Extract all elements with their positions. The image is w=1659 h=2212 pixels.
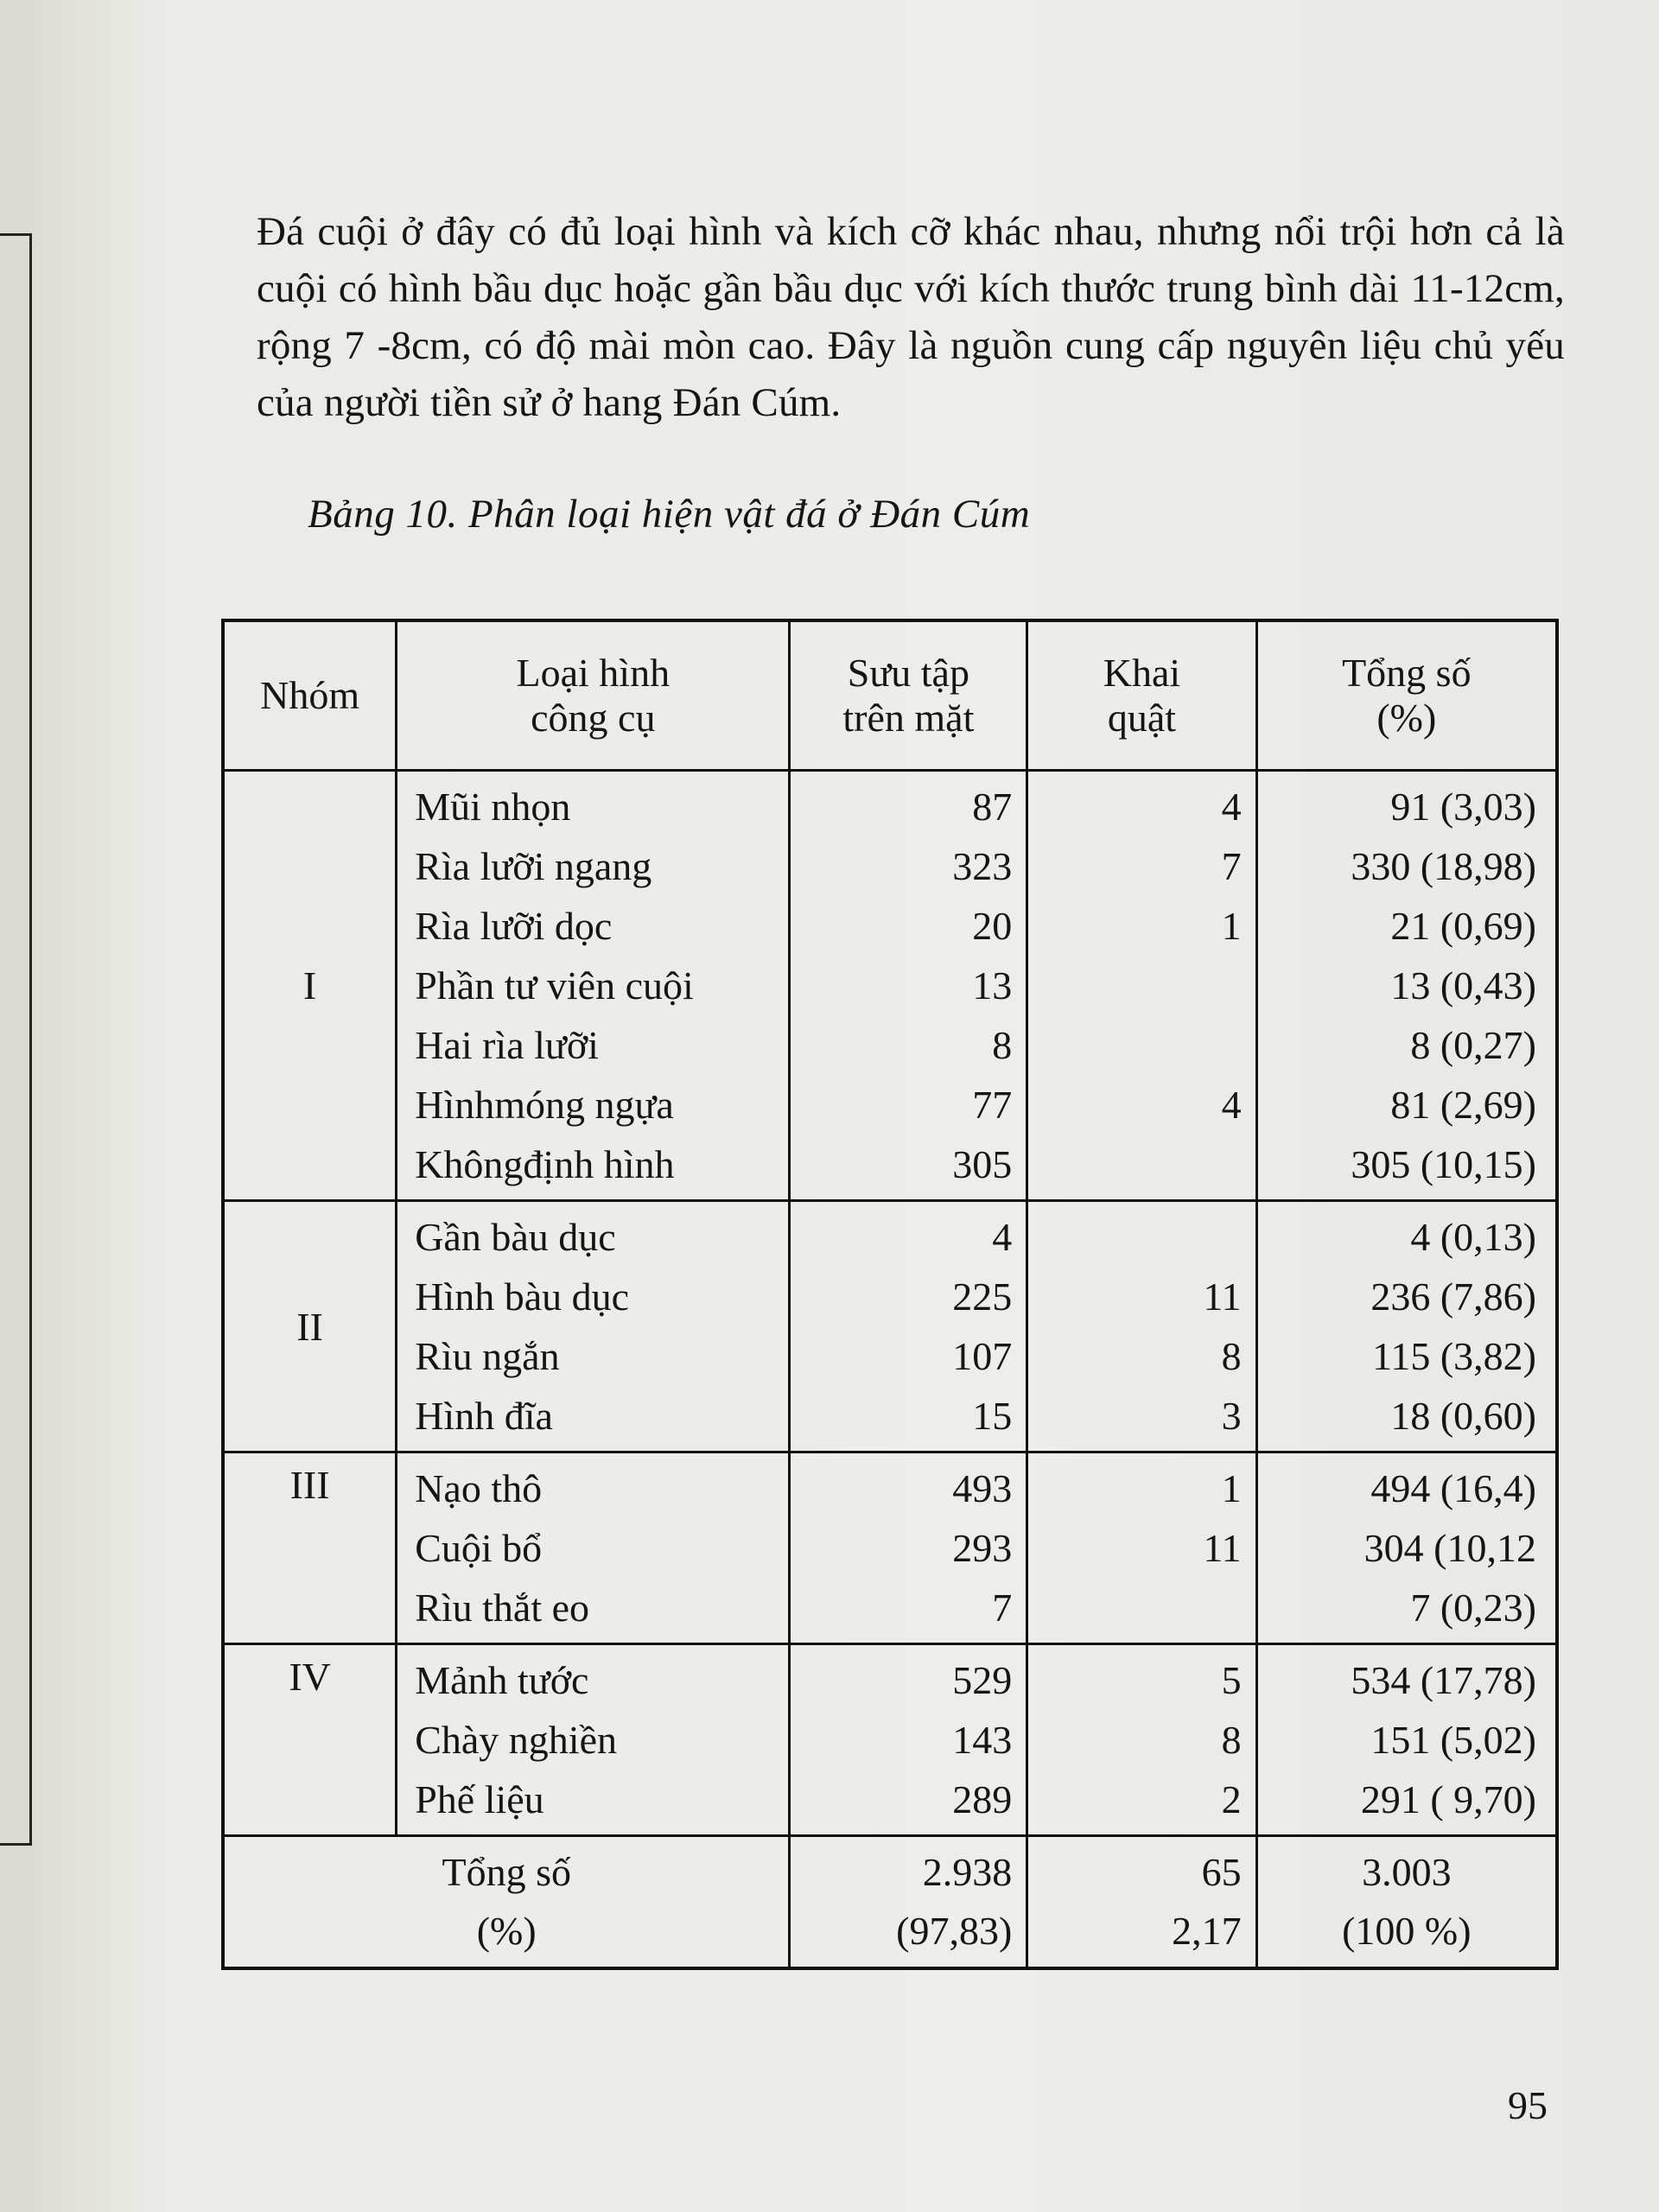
tool-type: Hìnhmóng ngựa (415, 1083, 674, 1127)
table-footer-totals (223, 1836, 1557, 1969)
total-value: 7 (0,23) (1410, 1586, 1536, 1630)
surface-count-list (791, 1202, 1026, 1451)
tool-type: Chày nghiền (415, 1718, 617, 1762)
surface-count-list (791, 772, 1026, 1199)
surface-count: 305 (952, 1142, 1013, 1186)
excavation-count: 5 (1221, 1658, 1242, 1702)
total-value: 18 (0,60) (1390, 1394, 1536, 1438)
tool-type: Gần bàu dục (415, 1215, 616, 1259)
excavation-count: 4 (1221, 785, 1242, 829)
tool-type: Khôngđịnh hình (415, 1142, 675, 1186)
total-value: 494 (16,4) (1370, 1466, 1536, 1510)
total-value: 8 (0,27) (1410, 1023, 1536, 1067)
total-value: 13 (0,43) (1390, 963, 1536, 1007)
header-tool-type: Loại hình công cụ (397, 620, 790, 771)
group-label: I (223, 771, 397, 1201)
tool-type: Phần tư viên cuội (415, 963, 694, 1007)
excavation-count: 4 (1221, 1083, 1242, 1127)
excavation-count (1028, 956, 1255, 1015)
header-excavation: Khai quật (1027, 620, 1256, 771)
book-page (35, 0, 1659, 2212)
total-list (1258, 772, 1555, 1199)
total-list (1258, 1453, 1555, 1643)
surface-count: 529 (952, 1658, 1013, 1702)
tool-type: Phế liệu (415, 1777, 544, 1821)
tool-type: Hai rìa lưỡi (415, 1023, 599, 1067)
group-ii (223, 1201, 1557, 1452)
excavation-count-list (1028, 772, 1255, 1199)
total-value: 330 (18,98) (1351, 844, 1536, 888)
total-value: 115 (3,82) (1372, 1334, 1536, 1378)
group-label: III (223, 1452, 397, 1644)
tool-type: Hình bàu dục (415, 1274, 630, 1319)
excavation-count: 11 (1203, 1274, 1242, 1319)
surface-count: 493 (952, 1466, 1013, 1510)
total-list (1258, 1645, 1555, 1834)
surface-count: 8 (992, 1023, 1013, 1067)
surface-count: 289 (952, 1777, 1013, 1821)
header-group: Nhóm (223, 620, 397, 771)
total-value: 81 (2,69) (1390, 1083, 1536, 1127)
tool-type-list (397, 772, 788, 1199)
group-iii (223, 1452, 1557, 1644)
header-total: Tổng số (%) (1256, 620, 1557, 771)
surface-count: 323 (952, 844, 1013, 888)
tool-type: Hình đĩa (415, 1394, 553, 1438)
excavation-count: 8 (1221, 1718, 1242, 1762)
total-value: 151 (5,02) (1370, 1718, 1536, 1762)
surface-count: 143 (952, 1718, 1013, 1762)
excavation-count-list (1028, 1453, 1255, 1643)
total-list (1258, 1202, 1555, 1451)
excavation-count (1028, 1207, 1255, 1267)
excavation-count (1028, 1135, 1255, 1194)
excavation-count: 7 (1221, 844, 1242, 888)
surface-count: 13 (972, 963, 1013, 1007)
excavation-count: 2 (1221, 1777, 1242, 1821)
tool-type: Mảnh tước (415, 1658, 589, 1702)
total-value: 534 (17,78) (1351, 1658, 1536, 1702)
excavation-count: 1 (1221, 904, 1242, 948)
surface-count-list (791, 1645, 1026, 1834)
excavation-count: 11 (1203, 1526, 1242, 1570)
surface-count: 293 (952, 1526, 1013, 1570)
header-surface-collection: Sưu tập trên mặt (790, 620, 1027, 771)
tool-type: Rìa lưỡi ngang (415, 844, 652, 888)
total-value: 4 (0,13) (1410, 1215, 1536, 1259)
tool-type: Rìa lưỡi dọc (415, 904, 613, 948)
facing-page-figure-border (0, 233, 32, 1846)
group-iv (223, 1644, 1557, 1836)
facing-page-edge (0, 0, 36, 2212)
surface-count-list (791, 1453, 1026, 1643)
excavation-count: 3 (1221, 1394, 1242, 1438)
total-value: 21 (0,69) (1390, 904, 1536, 948)
excavation-count: 1 (1221, 1466, 1242, 1510)
tool-type: Rìu ngắn (415, 1334, 560, 1378)
footer-excavation-total: 65 2,17 (1027, 1836, 1256, 1969)
surface-count: 15 (972, 1394, 1013, 1438)
body-paragraph: Đá cuội ở đây có đủ loại hình và kích cỡ khác nhau, nhưng nổi trội hơn cả là cuội có hình bầu dục hoặc gần bầu dục với kích thước trung bình dài 11-12cm, rộng 7 -8cm, có độ mài mòn cao. Đây là nguồn cung cấp nguyên liệu chủ yếu của người tiền sử ở hang Đán Cúm. (257, 209, 1565, 425)
surface-count: 77 (972, 1083, 1013, 1127)
excavation-count-list (1028, 1645, 1255, 1834)
total-value: 91 (3,03) (1390, 785, 1536, 829)
tool-type-list (397, 1202, 788, 1451)
total-value: 236 (7,86) (1370, 1274, 1536, 1319)
footer-label: Tổng số (%) (223, 1836, 790, 1969)
footer-surface-total: 2.938 (97,83) (790, 1836, 1027, 1969)
total-value: 305 (10,15) (1351, 1142, 1536, 1186)
total-value: 304 (10,12 (1363, 1526, 1536, 1570)
group-i (223, 771, 1557, 1201)
footer-grand-total: 3.003 (100 %) (1256, 1836, 1557, 1969)
tool-type: Mũi nhọn (415, 785, 571, 829)
table-header (223, 620, 1557, 771)
surface-count: 107 (952, 1334, 1013, 1378)
excavation-count (1028, 1015, 1255, 1075)
surface-count: 225 (952, 1274, 1013, 1319)
excavation-count (1028, 1578, 1255, 1637)
surface-count: 20 (972, 904, 1013, 948)
table-caption: Bảng 10. Phân loại hiện vật đá ở Đán Cúm (308, 492, 1031, 537)
tool-type: Nạo thô (415, 1466, 543, 1510)
tool-type: Cuội bổ (415, 1526, 543, 1570)
tool-type: Rìu thắt eo (415, 1586, 590, 1630)
total-value: 291 ( 9,70) (1360, 1777, 1536, 1821)
page-number: 95 (1508, 2083, 1548, 2127)
artifact-classification-table (221, 619, 1559, 1970)
excavation-count-list (1028, 1202, 1255, 1451)
excavation-count: 8 (1221, 1334, 1242, 1378)
tool-type-list (397, 1453, 788, 1643)
group-label: IV (223, 1644, 397, 1836)
group-label: II (223, 1201, 397, 1452)
surface-count: 7 (992, 1586, 1013, 1630)
surface-count: 87 (972, 785, 1013, 829)
tool-type-list (397, 1645, 788, 1834)
surface-count: 4 (992, 1215, 1013, 1259)
